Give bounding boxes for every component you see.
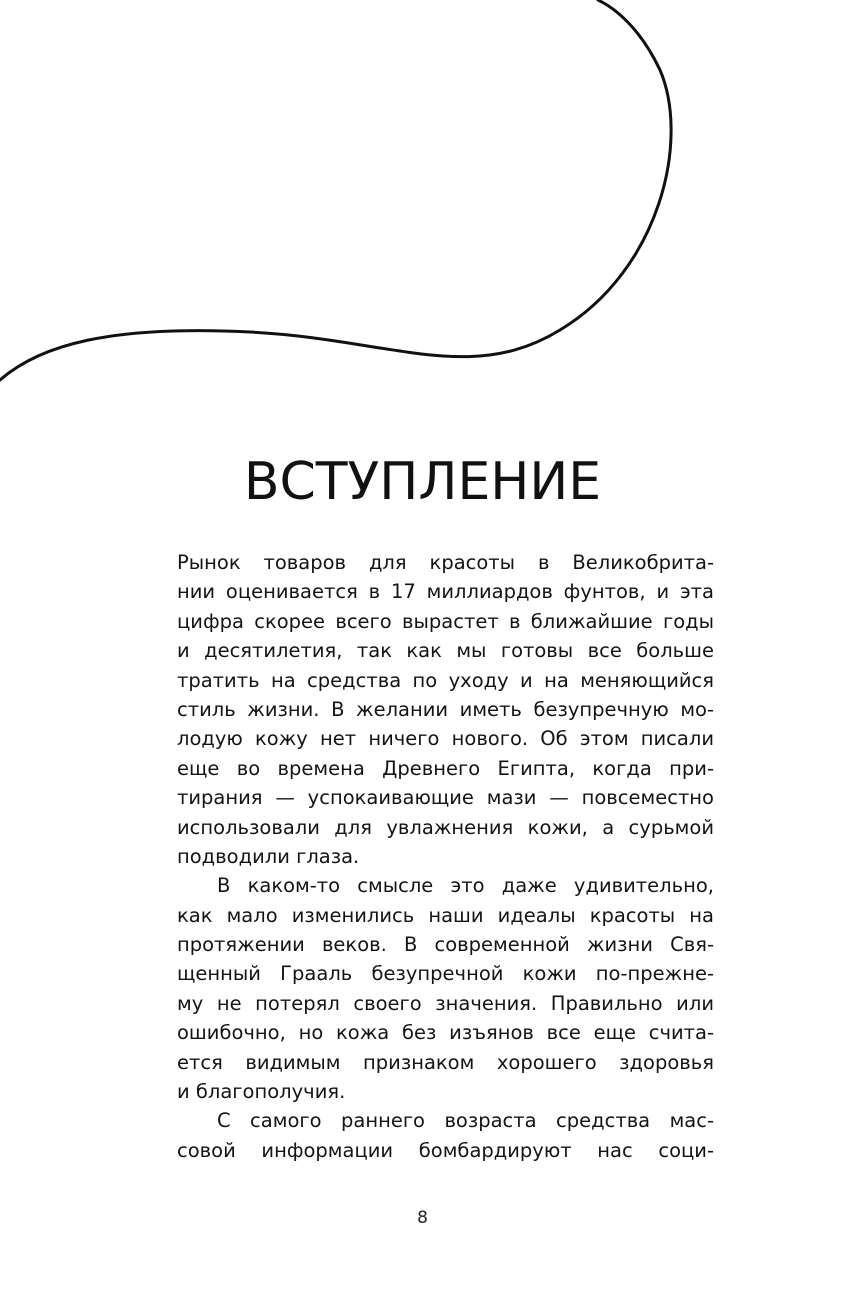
text-line: совой информации бомбардируют нас соци- (177, 1138, 714, 1162)
text-line: С самого раннего возраста средства мас- (217, 1109, 714, 1133)
text-line: му не потерял своего значения. Правильно или (177, 991, 714, 1015)
text-line: подводили глаза. (177, 844, 360, 868)
page-number: 8 (417, 1208, 428, 1228)
text-line: щенный Грааль безупречной кожи по-прежне- (177, 962, 714, 986)
text-line: использовали для увлажнения кожи, а сурьмой (177, 815, 714, 839)
text-line: протяжении веков. В современной жизни Свя- (177, 933, 714, 957)
text-line: и десятилетия, так как мы готовы все больше (177, 639, 714, 663)
body-text (177, 548, 714, 1165)
text-line: и благополучия. (177, 1080, 346, 1104)
text-line: нии оценивается в 17 миллиардов фунтов, и эта (177, 580, 714, 604)
decorative-curve (0, 0, 845, 420)
chapter-title: ВСТУПЛЕНИЕ (243, 452, 602, 512)
paragraph-2 (177, 871, 714, 1106)
text-line: Рынок товаров для красоты в Великобрита- (177, 551, 714, 574)
text-line: ошибочно, но кожа без изъянов все еще счита- (177, 1021, 714, 1045)
text-line: цифра скорее всего вырастет в ближайшие годы (177, 609, 714, 633)
text-line: тратить на средства по уходу и на меняющийся (177, 668, 714, 692)
paragraph-3 (177, 1106, 714, 1165)
text-line: тирания — успокаивающие мази — повсеместно (177, 786, 714, 810)
text-line: В каком-то смысле это даже удивительно, (217, 874, 714, 898)
text-line: лодую кожу нет ничего нового. Об этом писали (177, 727, 714, 751)
text-line: еще во времена Древнего Египта, когда при- (177, 756, 714, 780)
text-line: ется видимым признаком хорошего здоровья (177, 1050, 714, 1074)
text-line: стиль жизни. В желании иметь безупречную мо- (177, 697, 714, 721)
text-line: как мало изменились наши идеалы красоты на (177, 903, 714, 927)
paragraph-1 (177, 548, 714, 871)
